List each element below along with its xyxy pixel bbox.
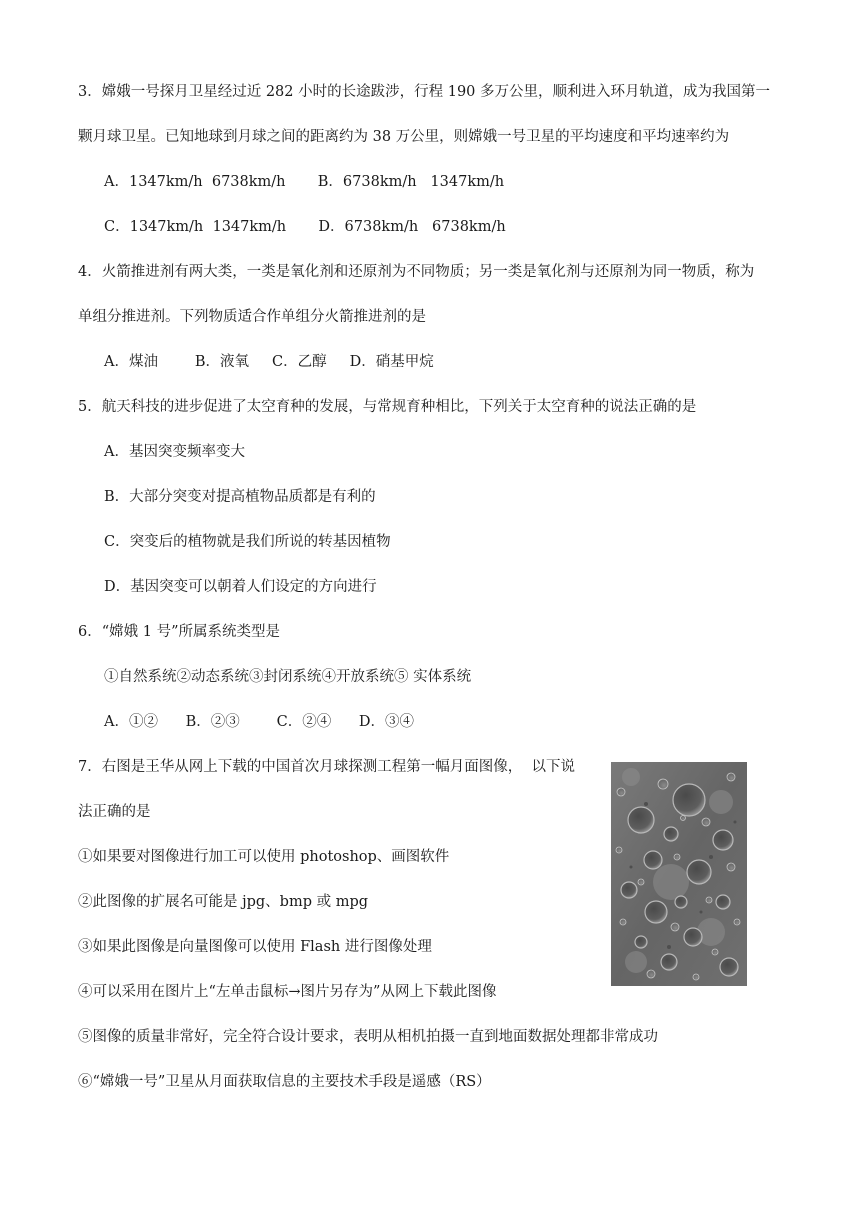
- moon-surface-image: [611, 762, 747, 986]
- q5-option-c: C．突变后的植物就是我们所说的转基因植物: [104, 534, 391, 550]
- q4-stem-line-1: 4．火箭推进剂有两大类，一类是氧化剂和还原剂为不同物质；另一类是氧化剂与还原剂为同一物质，称为: [78, 264, 755, 280]
- q3-stem-line-1: 3．嫦娥一号探月卫星经过近 282 小时的长途跋涉，行程 190 多万公里，顺利进入环月轨道，成为我国第一: [78, 84, 771, 100]
- q4-options: A．煤油 B．液氧 C．乙醇 D．硝基甲烷: [104, 354, 434, 370]
- q7-statement-4: ④可以采用在图片上“左单击鼠标→图片另存为”从网上下载此图像: [78, 984, 497, 1000]
- q6-stem: 6．“嫦娥 1 号”所属系统类型是: [78, 624, 280, 640]
- q3-stem-line-2: 颗月球卫星。已知地球到月球之间的距离约为 38 万公里，则嫦娥一号卫星的平均速度和平均速率约为: [78, 129, 730, 145]
- q3-options-row-2: C．1347km/h 1347km/h D．6738km/h 6738km/h: [104, 219, 506, 235]
- q7-stem-line-1: 7．右图是王华从网上下载的中国首次月球探测工程第一幅月面图像， 以下说: [78, 759, 575, 775]
- q7-statement-2: ②此图像的扩展名可能是 jpg、bmp 或 mpg: [78, 894, 369, 910]
- q4-stem-line-2: 单组分推进剂。下列物质适合作单组分火箭推进剂的是: [78, 309, 426, 325]
- q5-option-d: D．基因突变可以朝着人们设定的方向进行: [104, 579, 377, 595]
- q6-choices: ①自然系统②动态系统③封闭系统④开放系统⑤ 实体系统: [104, 669, 472, 685]
- q5-option-a: A．基因突变频率变大: [104, 444, 245, 460]
- q7-stem-line-2: 法正确的是: [78, 804, 151, 820]
- q5-option-b: B．大部分突变对提高植物品质都是有利的: [104, 489, 376, 505]
- q7-statement-5: ⑤图像的质量非常好，完全符合设计要求，表明从相机拍摄一直到地面数据处理都非常成功: [78, 1029, 658, 1045]
- q5-stem: 5．航天科技的进步促进了太空育种的发展，与常规育种相比，下列关于太空育种的说法正确的是: [78, 399, 697, 415]
- q3-options-row-1: A．1347km/h 6738km/h B．6738km/h 1347km/h: [104, 174, 505, 190]
- q7-statement-1: ①如果要对图像进行加工可以使用 photoshop、画图软件: [78, 849, 450, 865]
- q6-options: A．①② B．②③ C．②④ D．③④: [104, 714, 415, 730]
- q7-statement-3: ③如果此图像是向量图像可以使用 Flash 进行图像处理: [78, 939, 432, 955]
- q7-statement-6: ⑥“嫦娥一号”卫星从月面获取信息的主要技术手段是遥感（RS）: [78, 1074, 491, 1090]
